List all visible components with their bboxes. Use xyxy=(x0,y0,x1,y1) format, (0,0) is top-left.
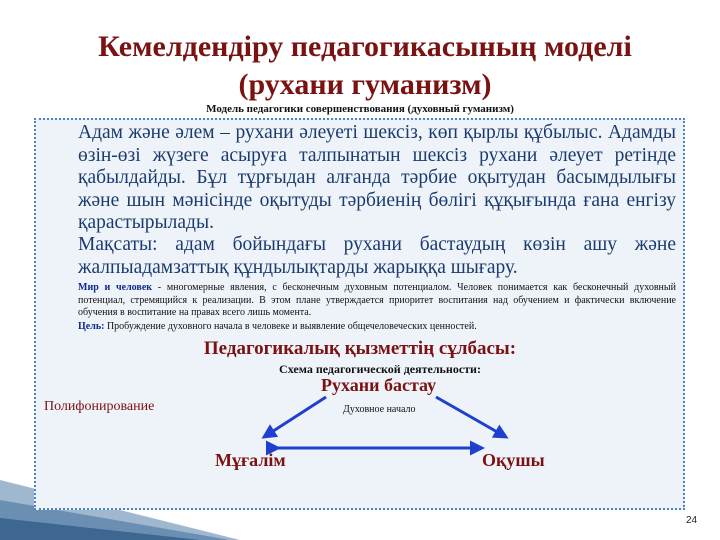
ru-paragraph-text: - многомерные явления, с бесконечным духовным потенциалом. Человек понимается как бесконечный духовный потенциал, стремящийся к реализации. В этом плане утверждается приоритет воспитания над обучением и фактически включение обучения в воспитание на правах всего лишь момента. xyxy=(78,282,676,318)
ru-term: Мир и человек xyxy=(78,282,153,293)
node-teacher: Мұғалім xyxy=(215,450,286,470)
kz-paragraph-2: Мақсаты: адам бойындағы рухани бастаудың көзін ашу және жалпыадамзаттық құндылықтарды жарыққа шығару. xyxy=(78,234,676,278)
slide-title-line1: Кемелдендіру педагогикасының моделі xyxy=(98,30,632,63)
slide-title-line2: (рухани гуманизм) xyxy=(238,68,492,101)
diagram-subtitle: Схема педагогической деятельности: xyxy=(279,362,481,376)
polyphony-label: Полифонирование xyxy=(44,399,155,414)
ru-goal-term: Цель: xyxy=(78,321,105,332)
slide-subtitle: Модель педагогики совершенствования (духовный гуманизм) xyxy=(206,103,514,115)
spiritual-caption: Духовное начало xyxy=(343,404,416,415)
ru-goal-text: Пробуждение духовного начала в человеке и выявление общечеловеческих ценностей. xyxy=(104,321,477,332)
node-spiritual-source: Рухани бастау xyxy=(321,375,437,395)
diagram-title: Педагогикалық қызметтің сұлбасы: xyxy=(203,338,517,359)
arrow-right xyxy=(436,397,506,437)
arrow-left xyxy=(264,397,326,437)
node-student: Оқушы xyxy=(482,450,545,470)
kz-paragraph-1: Адам және әлем – рухани әлеуеті шексіз, көп қырлы құбылыс. Адамды өзін-өзі жүзеге асыруға талпынатын шексіз рухани әлеует ретінде қабылдайды. Бұл тұрғыдан алғанда тәрбие оқытудан басымдылығы және шын мәнісінде оқытуды тәрбиенің бөлігі құқығында ғана енгізу қарастырылады. xyxy=(78,122,676,233)
page-number: 24 xyxy=(686,515,698,526)
